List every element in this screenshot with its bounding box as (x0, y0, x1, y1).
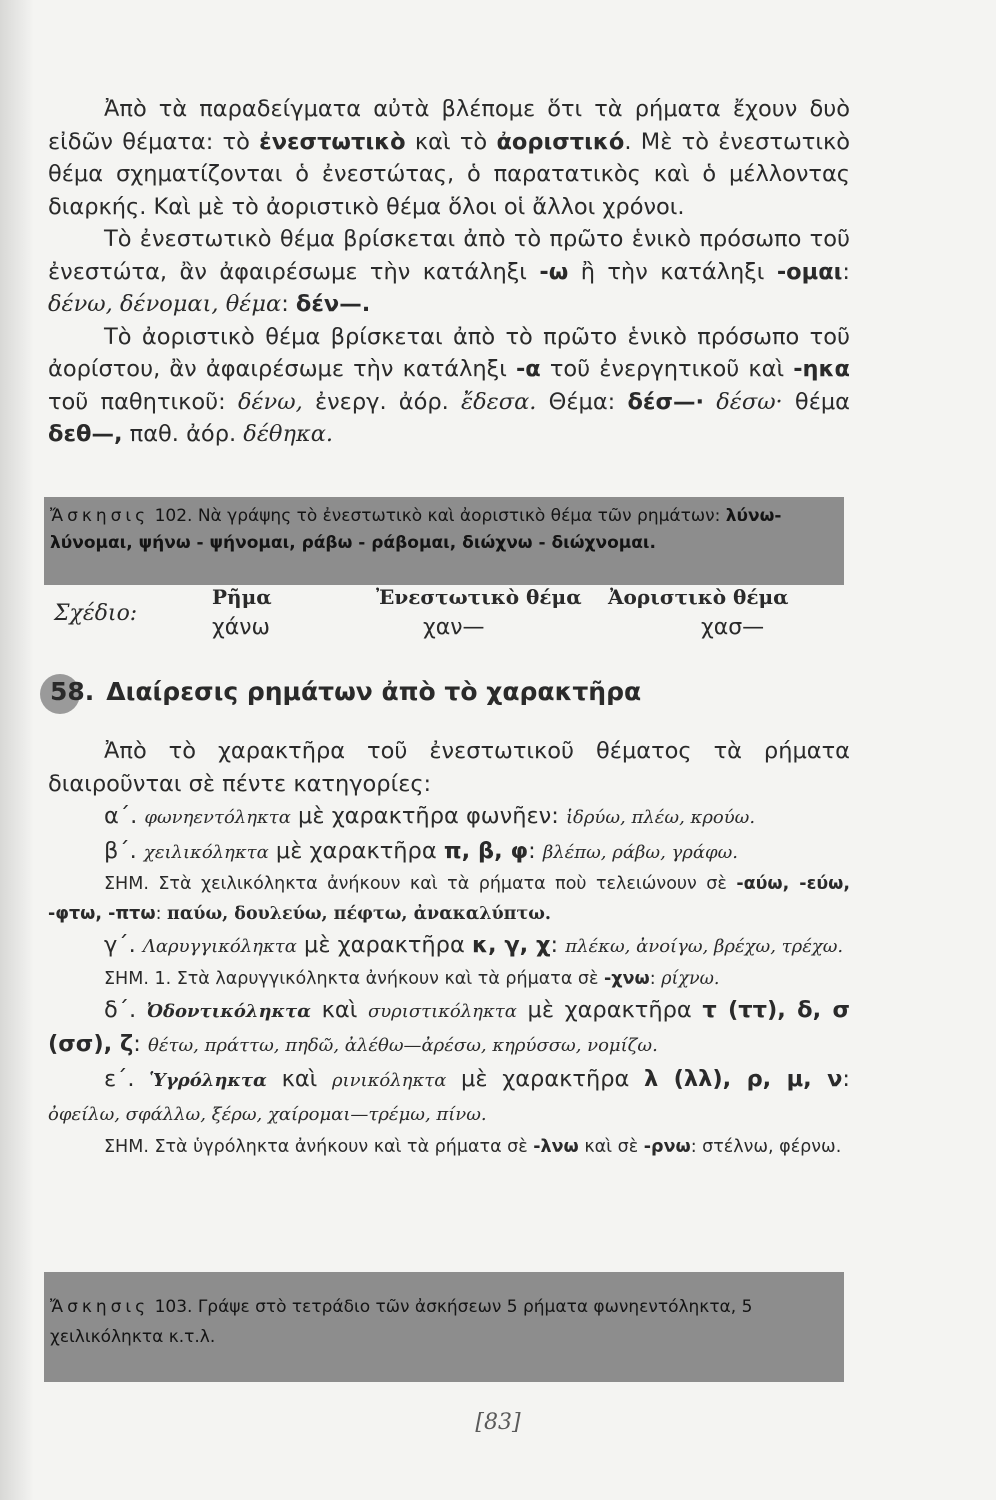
sketch-col-aorist: Ἀοριστικὸ θέμα (608, 585, 789, 609)
paragraph-themes: Ἀπὸ τὰ παραδείγματα αὐτὰ βλέπομε ὅτι τὰ ρήματα ἔχουν δυὸ εἰδῶν θέματα: τὸ ἐνεστωτικὸ καὶ τὸ ἀοριστικό. Μὲ τὸ ἐνεστωτικὸ θέμα σχηματίζονται ὁ ἐνεστώτας, ὁ παρατατικὸς καὶ ὁ μέλλοντας διαρκής. Καὶ μὲ τὸ ἀοριστικὸ θέμα ὅλοι οἱ ἄλλοι χρόνοι. (48, 96, 850, 220)
note-liquids: ΣΗΜ. Στὰ ὑγρόληκτα ἀνήκουν καὶ τὰ ρήματα σὲ -λνω καὶ σὲ -ρνω: στέλνω, φέρνω. (104, 1136, 842, 1157)
note-gutturals: ΣΗΜ. 1. Στὰ λαρυγγικόληκτα ἀνήκουν καὶ τὰ ρήματα σὲ -χνω: ρίχνω. (104, 968, 720, 989)
section-title: Διαίρεσις ρημάτων ἀπὸ τὸ χαρακτῆρα (106, 677, 642, 706)
example-sketch (48, 585, 848, 655)
sketch-col-present: Ἐνεστωτικὸ θέμα (376, 585, 582, 609)
paragraph-present-stem: Τὸ ἐνεστωτικὸ θέμα βρίσκεται ἀπὸ τὸ πρῶτο ἑνικὸ πρόσωπο τοῦ ἐνεστώτα, ἂν ἀφαιρέσωμε τὴν κατάληξι -ω ἢ τὴν κατάληξι -ομαι: δένω, δένομαι, θέμα: δέν—. (48, 226, 851, 317)
exercise-102-box: Ἄσκησις 102. Νὰ γράψης τὸ ἐνεστωτικὸ καὶ ἀοριστικὸ θέμα τῶν ρημάτων: λύνω-λύνομαι, ψήνω - ψήνομαι, ράβω - ράβομαι, διώχνω - διώχνομαι. (44, 497, 844, 585)
section-body (48, 735, 850, 1162)
exercise-103-box: Ἄσκησις 103. Γράψε στὸ τετράδιο τῶν ἀσκήσεων 5 ρήματα φωνηεντόληκτα, 5 χειλικόληκτα κ.τ.λ. (44, 1272, 844, 1382)
category-b: β΄. χειλικόληκτα μὲ χαρακτῆρα π, β, φ: βλέπω, ράβω, γράφω. (104, 837, 739, 864)
sketch-col-verb: Ρῆμα (212, 585, 272, 609)
sketch-aorist-value: χασ— (701, 615, 765, 640)
sketch-present-value: χαν— (423, 615, 485, 640)
page-edge-shadow (0, 0, 34, 1500)
category-e: ε΄. Ὑγρόληκτα καὶ ρινικόληκτα μὲ χαρακτῆρα λ (λλ), ρ, μ, ν: ὀφείλω, σφάλλω, ξέρω, χαίρομαι—τρέμω, πίνω. (48, 1065, 850, 1125)
page-number: [83] (475, 1410, 521, 1435)
sketch-verb-value: χάνω (212, 615, 270, 640)
section-heading (40, 672, 740, 716)
section-number: 58. (50, 677, 95, 706)
paragraph-categories-intro: Ἀπὸ τὸ χαρακτῆρα τοῦ ἐνεστωτικοῦ θέματος τὰ ρήματα διαιροῦνται σὲ πέντε κατηγορίες: (48, 738, 850, 797)
intro-text (48, 93, 850, 451)
note-labials: ΣΗΜ. Στὰ χειλικόληκτα ἀνήκουν καὶ τὰ ρήματα ποὺ τελειώνουν σὲ -αύω, -εύω, -φτω, -πτω: παύω, δουλεύω, πέφτω, ἀνακαλύπτω. (48, 874, 850, 924)
category-d: δ΄. Ὀδοντικόληκτα καὶ συριστικόληκτα μὲ χαρακτῆρα τ (ττ), δ, σ (σσ), ζ: θέτω, πράττω, πηδῶ, ἀλέθω—ἀρέσω, κηρύσσω, νομίζω. (48, 996, 850, 1057)
sketch-label: Σχέδιο: (54, 601, 138, 626)
category-c: γ΄. Λαρυγγικόληκτα μὲ χαρακτῆρα κ, γ, χ: πλέκω, ἀνοίγω, βρέχω, τρέχω. (104, 932, 844, 958)
category-a: α΄. φωνηεντόληκτα μὲ χαρακτῆρα φωνῆεν: ἱδρύω, πλέω, κρούω. (104, 803, 756, 829)
paragraph-aorist-stem: Τὸ ἀοριστικὸ θέμα βρίσκεται ἀπὸ τὸ πρῶτο ἑνικὸ πρόσωπο τοῦ ἀορίστου, ἂν ἀφαιρέσωμε τὴν κατάληξι -α τοῦ ἐνεργητικοῦ καὶ -ηκα τοῦ παθητικοῦ: δένω, ἐνεργ. ἀόρ. ἔδεσα. Θέμα: δέσ—· δέσω· θέμα δεθ—, παθ. ἀόρ. δέθηκα. (48, 323, 850, 447)
